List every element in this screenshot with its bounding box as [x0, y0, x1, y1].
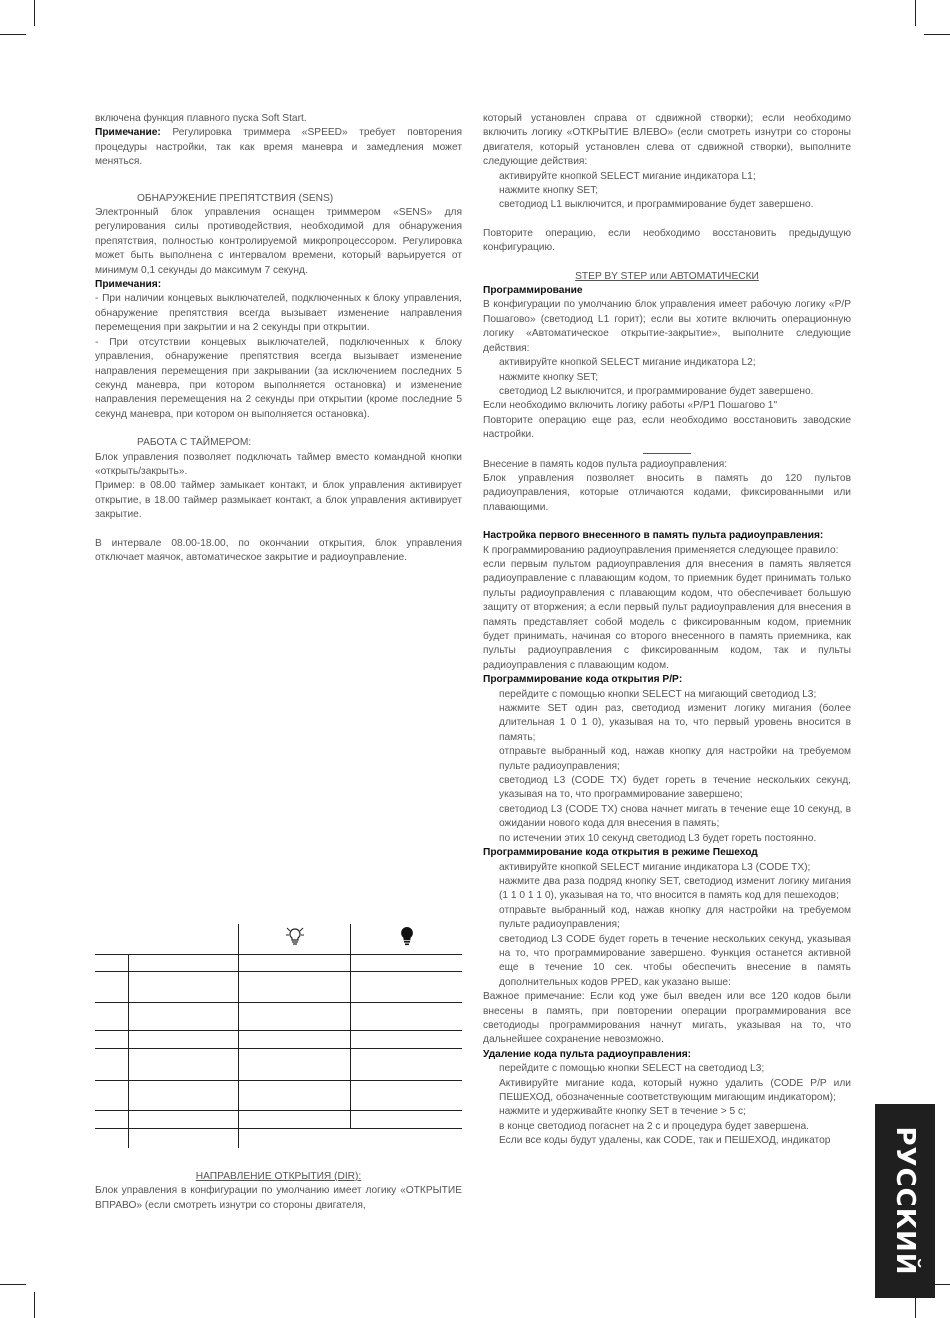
table-cell [129, 954, 239, 971]
table-row [95, 971, 462, 1002]
table-cell [95, 954, 129, 971]
table-cell [239, 924, 351, 954]
step-item: активируйте кнопкой SELECT мигание индикатора L1; [499, 170, 756, 182]
table-cell [129, 971, 239, 1002]
step-item: активируйте кнопкой SELECT мигание индикатора L3 (CODE TX); [499, 861, 811, 873]
notes-label: Примечания: [95, 279, 162, 291]
table-cell [95, 1048, 129, 1080]
timer-text-3: В интервале 08.00-18.00, по окончании открытия, блок управления отключает маячок, автоматическое закрытие и радиоуправление. [95, 537, 462, 563]
crop-mark [34, 1292, 35, 1318]
step-item: светодиод L3 (CODE TX) будет гореть в течение нескольких секунд, указывая на то, что программирование завершено; [499, 775, 851, 801]
programming-text: В конфигурации по умолчанию блок управления имеет рабочую логику «P/P Пошагово» (светодиод L1 горит); если вы хотите включить операционную логику «Автоматическое открытие-закрытие», выполните следующие действия: [483, 299, 851, 354]
table-cell [239, 1110, 351, 1128]
table-row [95, 1080, 462, 1110]
dir-section [95, 1170, 462, 1213]
language-tab [875, 1104, 935, 1298]
table-row [95, 1110, 462, 1128]
note-text: Регулировка триммера «SPEED» требует повторения процедуры настройки, так как время маневра и замедления может меняться. [95, 127, 462, 168]
table-row [95, 924, 462, 954]
language-label: РУССКИЙ [890, 1126, 920, 1276]
table-cell [129, 1110, 239, 1128]
notes-item-1: - При наличии концевых выключателей, подключенных к блоку управления, обнаружение препятствия всегда вызывает изменение направления перемещения при закрытии и на 2 секунды при открытии. [95, 293, 462, 334]
timer-text-2: Пример: в 08.00 таймер замыкает контакт, и блок управления активирует открытие, в 18.00 таймер размыкает контакт, а блок управления активирует закрытие. [95, 480, 462, 521]
step-item: перейдите с помощью кнопки SELECT на мигающий светодиод L3; [499, 688, 817, 700]
step-item: светодиод L1 выключится, и программирование будет завершено. [499, 199, 814, 211]
step-item: нажмите кнопку SET; [499, 185, 599, 197]
step-item: Активируйте мигание кода, который нужно удалить (CODE P/P или ПЕШЕХОД, обозначенные соответствующим мигающим индикатором); [499, 1077, 851, 1103]
timer-section-title: РАБОТА С ТАЙМЕРОМ: [137, 437, 252, 449]
first-remote-label: Настройка первого внесенного в память пульта радиоуправления: [483, 530, 824, 542]
dir-text: Блок управления в конфигурации по умолчанию имеет логику «ОТКРЫТИЕ ВПРАВО» (если смотреть изнутри со стороны двигателя, [95, 1185, 462, 1211]
table-cell [129, 1030, 239, 1048]
delete-code-label: Удаление кода пульта радиоуправления: [483, 1048, 692, 1060]
radio-text-2: Блок управления позволяет вносить в память до 120 пультов радиоуправления, которые отличаются кодами, фиксированными или плавающими. [483, 472, 851, 513]
table-cell [351, 1030, 463, 1048]
crop-mark [924, 34, 950, 35]
radio-text-1: Внесение в память кодов пульта радиоуправления: [483, 458, 728, 470]
important-note: Важное примечание: Если код уже был введен или все 120 кодов были внесены в память, при повторении операции программирования все светодиоды программирования начнут мигать, указывая на то, что дальнейшее сохранение невозможно. [483, 991, 851, 1046]
step-item: светодиод L3 (CODE TX) снова начнет мигать в течение еще 10 секунд, в ожидании нового кода для внесения в память; [499, 803, 851, 830]
step-item: нажмите кнопку SET; [499, 371, 599, 383]
table-row [95, 1128, 462, 1148]
pp-code-label: Программирование кода открытия P/P: [483, 674, 683, 686]
table-cell [351, 1080, 463, 1110]
step-item: активируйте кнопкой SELECT мигание индикатора L2; [499, 357, 756, 369]
step-item: светодиод L3 CODE будет гореть в течение нескольких секунд, указывая на то, что программирование завершено. Функция останется активной еще в течение 10 сек. чтобы обеспечить внесение в память дополнительных кодов PPED, как указано выше: [499, 933, 851, 988]
sens-section-title: ОБНАРУЖЕНИЕ ПРЕПЯТСТВИЯ (SENS) [137, 192, 334, 204]
table-cell [351, 1048, 463, 1080]
sens-text: Электронный блок управления оснащен триммером «SENS» для регулирования силы противодействия, необходимой для обнаружения препятствия, полностью контролируемой микропроцессором. Регулировка может быть выполнена с интервалом времени, который варьируется от минимум 0,1 секунды до максимум 7 секунд. [95, 207, 462, 276]
table-cell [129, 1048, 239, 1080]
step-item: светодиод L2 выключится, и программирование будет завершено. [499, 385, 814, 397]
table-cell [95, 924, 239, 954]
soft-start-text: включена функция плавного пуска Soft Start. [95, 113, 307, 124]
section-divider [643, 453, 691, 454]
first-remote-text: К программированию радиоуправления применяется следующее правило: [483, 544, 839, 556]
table-cell [95, 1110, 129, 1128]
notes-item-2: - При отсутствии концевых выключателей, подключенных к блоку управления, обнаружение препятствия всегда вызывает изменение направления перемещения при закрывании (за исключением последних 5 секунд маневра, при котором выполняется остановка) и изменение направления перемещения на 2 секунды при открытии (кроме последние 5 секунд маневра, при котором он выполняется остановка). [95, 336, 462, 420]
left-column [95, 112, 462, 565]
table-row [95, 1002, 462, 1030]
table-cell [351, 954, 463, 971]
first-remote-text-2: если первым пультом радиоуправления для внесения в память является радиоуправление с плавающим кодом, то приемник будет принимать только пульты радиоуправления с плавающим кодом, что обеспечивает большую защиту от вторжения; а если первый пульт радиоуправления для внесения в память представляет собой модель с фиксированным кодом, приемник будет принимать, начиная со второго внесенного в память приемника, как пульты радиоуправления с фиксированным кодом, так и пульты радиоуправления с плавающим кодом. [483, 558, 851, 671]
note-label: Примечание: [95, 127, 161, 139]
crop-mark [0, 34, 26, 35]
table-cell [351, 924, 463, 954]
table-cell [95, 1030, 129, 1048]
led-table [95, 924, 462, 1148]
table-cell [239, 1080, 351, 1110]
table-cell [129, 1128, 239, 1148]
table-cell [239, 954, 351, 971]
step-item: нажмите и удерживайте кнопку SET в течение > 5 с; [499, 1106, 746, 1118]
bulb-outline-icon [284, 934, 306, 951]
timer-text-1: Блок управления позволяет подключать таймер вместо командной кнопки «открыть/закрыть». [95, 451, 462, 477]
table-cell [95, 1002, 129, 1030]
speed-note [95, 126, 462, 169]
pedestrian-code-label: Программирование кода открытия в режиме Пешеход [483, 847, 758, 859]
table-row [95, 954, 462, 971]
step-item: отправьте выбранный код, нажав кнопку для настройки на требуемом пульте радиоуправления; [499, 904, 851, 931]
step-item: нажмите два раза подряд кнопку SET, светодиод изменит логику мигания (1 1 0 1 1 0), указывая на то, что вносится в память код для пешеходов; [499, 875, 851, 902]
step-item: Если все коды будут удалены, как CODE, так и ПЕШЕХОД, индикатор [499, 1135, 831, 1147]
step-item: по истечении этих 10 секунд светодиод L3 будет гореть постоянно. [499, 832, 817, 844]
table-cell [351, 1002, 463, 1030]
table-cell [129, 1002, 239, 1030]
crop-mark [34, 0, 35, 26]
table-cell [95, 1080, 129, 1110]
programming-text-2: Если необходимо включить логику работы «P/P1 Пошагово 1" [483, 400, 778, 412]
table-cell [351, 1110, 463, 1128]
crop-mark [0, 1284, 26, 1285]
step-item: отправьте выбранный код, нажав кнопку для настройки на требуемом пульте радиоуправления; [499, 746, 851, 772]
table-cell [239, 1128, 463, 1148]
table-cell [95, 1128, 129, 1148]
programming-label: Программирование [483, 285, 583, 297]
step-section-title: STEP BY STEP или АВТОМАТИЧЕСКИ [575, 270, 759, 282]
left-open-text: который установлен справа от сдвижной створки); если необходимо включить логику «ОТКРЫТИЕ ВЛЕВО» (если смотреть изнутри со стороны двигателя, который установлен слева от сдвижной створки), выполните следующие действия: [483, 113, 851, 168]
step-item: в конце светодиод погаснет на 2 с и процедура будет завершена. [499, 1120, 809, 1132]
dir-section-title: НАПРАВЛЕНИЕ ОТКРЫТИЯ (DIR): [195, 1171, 362, 1182]
table-row [95, 1030, 462, 1048]
right-column [483, 112, 851, 1149]
table-cell [351, 971, 463, 1002]
step-item: нажмите SET один раз, светодиод изменит логику мигания (более длительная 1 0 1 0), указывая на то, что первый уровень вносится в память; [499, 703, 851, 743]
table-cell [239, 971, 351, 1002]
table-row [95, 1048, 462, 1080]
programming-text-3: Повторите операцию еще раз, если необходимо восстановить заводские настройки. [483, 414, 851, 441]
step-item: перейдите с помощью кнопки SELECT на светодиод L3; [499, 1063, 765, 1075]
bulb-filled-icon [399, 933, 415, 950]
table-cell [129, 1080, 239, 1110]
table-cell [239, 1048, 351, 1080]
table-cell [95, 971, 129, 1002]
crop-mark [915, 0, 916, 26]
restore-text: Повторите операцию, если необходимо восстановить предыдущую конфигурацию. [483, 227, 851, 254]
table-cell [239, 1002, 351, 1030]
table-cell [239, 1030, 351, 1048]
